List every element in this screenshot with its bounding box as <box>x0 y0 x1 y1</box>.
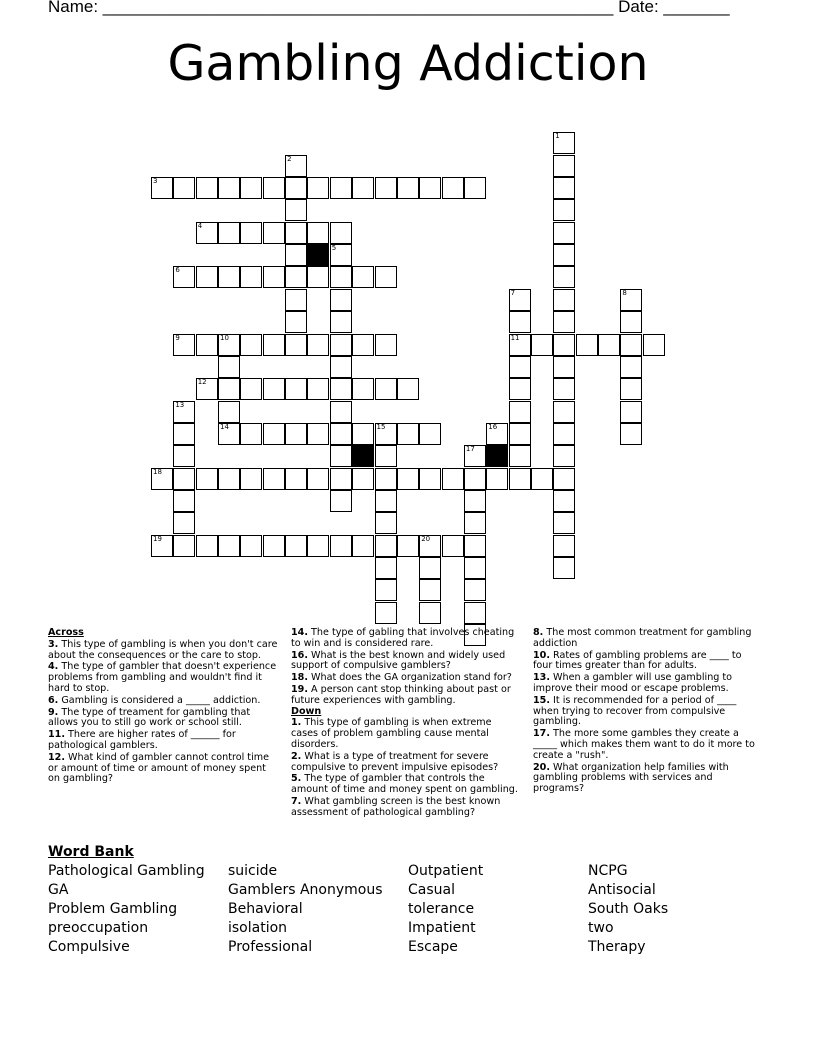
grid-cell[interactable] <box>553 512 575 534</box>
word-bank-column-2 <box>228 862 383 957</box>
grid-cell[interactable] <box>553 445 575 467</box>
grid-cell[interactable] <box>263 378 285 400</box>
grid-cell[interactable] <box>263 266 285 288</box>
grid-cell[interactable] <box>576 334 598 356</box>
grid-cell[interactable] <box>330 334 352 356</box>
word-bank-item: Behavioral <box>228 901 303 917</box>
word-bank-item: GA <box>48 882 69 898</box>
grid-cell[interactable] <box>553 401 575 423</box>
grid-cell[interactable] <box>240 423 262 445</box>
grid-cell[interactable] <box>263 177 285 199</box>
grid-cell[interactable] <box>375 602 397 624</box>
clue-number-label: 11 <box>510 333 520 342</box>
grid-cell[interactable] <box>352 535 374 557</box>
grid-cell[interactable] <box>464 468 486 490</box>
clue-down-5: 5. The type of gambler that controls the amount of time and money spent on gambling. <box>291 773 518 796</box>
clue-number-label: 12 <box>197 378 207 387</box>
clue-down-17: 17. The more some gambles they create a _____ which makes them want to do it more to create a "rush". <box>533 728 755 761</box>
clue-down-2: 2. What is a type of treatment for severe compulsive to prevent impulsive episodes? <box>291 750 499 773</box>
grid-cell[interactable] <box>240 222 262 244</box>
grid-cell[interactable] <box>553 244 575 266</box>
grid-cell[interactable] <box>307 378 329 400</box>
grid-cell[interactable] <box>509 445 531 467</box>
word-bank-item: Professional <box>228 939 313 955</box>
clue-across-4: 4. The type of gambler that doesn't experience problems from gambling and wouldn't find it hard to stop. <box>48 661 277 694</box>
grid-cell[interactable] <box>620 334 642 356</box>
word-bank-item: Antisocial <box>588 882 656 898</box>
grid-cell[interactable] <box>330 401 352 423</box>
clue-down-10: 10. Rates of gambling problems are ____ to four times greater than for adults. <box>533 649 742 672</box>
clue-down-20: 20. What organization help families with gambling problems with services and programs? <box>533 761 729 795</box>
grid-cell[interactable] <box>285 311 307 333</box>
grid-cell[interactable] <box>375 557 397 579</box>
grid-cell[interactable] <box>375 490 397 512</box>
grid-cell[interactable] <box>464 535 486 557</box>
grid-cell[interactable] <box>553 334 575 356</box>
grid-cell[interactable] <box>553 222 575 244</box>
grid-cell[interactable] <box>397 535 419 557</box>
clue-number-label: 13 <box>175 400 185 409</box>
grid-cell[interactable] <box>307 266 329 288</box>
word-bank-item: Casual <box>408 882 455 898</box>
grid-cell[interactable] <box>240 468 262 490</box>
grid-cell[interactable] <box>240 177 262 199</box>
grid-cell[interactable] <box>375 378 397 400</box>
word-bank-title: Word Bank <box>48 844 134 860</box>
word-bank-item: South Oaks <box>588 901 669 917</box>
grid-cell[interactable] <box>218 378 240 400</box>
grid-cell[interactable] <box>263 222 285 244</box>
word-bank-item: Compulsive <box>48 939 130 955</box>
grid-cell[interactable] <box>330 289 352 311</box>
grid-cell[interactable] <box>553 289 575 311</box>
grid-cell[interactable] <box>330 177 352 199</box>
grid-cell[interactable] <box>196 535 218 557</box>
grid-cell[interactable] <box>531 468 553 490</box>
grid-cell[interactable] <box>330 311 352 333</box>
grid-cell[interactable] <box>307 177 329 199</box>
clue-across-14: 14. The type of gabling that involves cheating to win and is considered rare. <box>291 627 515 649</box>
grid-cell[interactable] <box>464 512 486 534</box>
grid-cell[interactable] <box>263 468 285 490</box>
grid-cell[interactable] <box>419 602 441 624</box>
word-bank-item: Impatient <box>408 920 476 936</box>
grid-cell[interactable] <box>307 334 329 356</box>
grid-cell[interactable] <box>375 468 397 490</box>
grid-cell[interactable] <box>330 378 352 400</box>
grid-cell[interactable] <box>240 378 262 400</box>
grid-cell[interactable] <box>218 222 240 244</box>
word-bank-item: NCPG <box>588 863 628 879</box>
grid-cell[interactable] <box>263 423 285 445</box>
grid-cell[interactable] <box>307 423 329 445</box>
grid-cell[interactable] <box>218 177 240 199</box>
grid-cell[interactable] <box>419 579 441 601</box>
grid-cell[interactable] <box>620 311 642 333</box>
grid-cell[interactable] <box>330 535 352 557</box>
grid-cell[interactable] <box>352 423 374 445</box>
grid-cell[interactable] <box>553 155 575 177</box>
grid-cell[interactable] <box>352 468 374 490</box>
clue-across-19: 19. A person cant stop thinking about past or future experiences with gambling. <box>291 683 511 706</box>
grid-cell[interactable] <box>509 356 531 378</box>
word-bank-item: preoccupation <box>48 920 149 936</box>
grid-cell[interactable] <box>173 490 195 512</box>
grid-cell[interactable] <box>509 423 531 445</box>
grid-cell[interactable] <box>553 266 575 288</box>
grid-cell[interactable] <box>598 334 620 356</box>
grid-cell[interactable] <box>419 423 441 445</box>
grid-cell[interactable] <box>553 557 575 579</box>
word-bank-item: Therapy <box>588 939 646 955</box>
grid-cell[interactable] <box>464 177 486 199</box>
black-cell <box>486 445 508 467</box>
grid-cell[interactable] <box>196 266 218 288</box>
grid-cell[interactable] <box>419 177 441 199</box>
clue-number-label: 1 <box>555 132 560 141</box>
grid-cell[interactable] <box>464 602 486 624</box>
grid-cell[interactable] <box>285 266 307 288</box>
grid-cell[interactable] <box>307 535 329 557</box>
grid-cell[interactable] <box>285 289 307 311</box>
grid-cell[interactable] <box>352 334 374 356</box>
word-bank-item: isolation <box>228 920 288 936</box>
clue-number-label: 4 <box>197 221 203 230</box>
clue-across-18: 18. What does the GA organization stand for? <box>291 672 512 684</box>
grid-cell[interactable] <box>218 468 240 490</box>
word-bank-item: tolerance <box>408 901 475 917</box>
word-bank-item: Pathological Gambling <box>48 863 205 879</box>
grid-cell[interactable] <box>553 535 575 557</box>
grid-cell[interactable] <box>173 512 195 534</box>
grid-cell[interactable] <box>173 445 195 467</box>
grid-cell[interactable] <box>553 490 575 512</box>
grid-cell[interactable] <box>285 222 307 244</box>
grid-cell[interactable] <box>397 468 419 490</box>
grid-cell[interactable] <box>643 334 665 356</box>
grid-cell[interactable] <box>464 490 486 512</box>
word-bank-item: Problem Gambling <box>48 901 178 917</box>
clue-down-13: 13. When a gambler will use gambling to improve their mood or escape problems. <box>533 672 733 694</box>
grid-cell[interactable] <box>553 311 575 333</box>
grid-cell[interactable] <box>173 468 195 490</box>
grid-cell[interactable] <box>553 199 575 221</box>
clue-number-label: 3 <box>153 177 158 186</box>
clue-across-12: 12. What kind of gambler cannot control time or amount of time or amount of money spent on gambling? <box>48 751 269 785</box>
page-title: Gambling Addiction <box>167 35 649 92</box>
clues-column-2 <box>291 628 521 819</box>
clue-number-label: 2 <box>287 154 292 163</box>
grid-cell[interactable] <box>442 468 464 490</box>
grid-cell[interactable] <box>330 266 352 288</box>
grid-cell[interactable] <box>263 535 285 557</box>
grid-cell[interactable] <box>352 378 374 400</box>
clue-number-label: 6 <box>175 266 180 275</box>
grid-cell[interactable] <box>397 423 419 445</box>
word-bank-item: Outpatient <box>408 863 484 879</box>
word-bank-column-1 <box>48 862 205 957</box>
grid-cell[interactable] <box>285 468 307 490</box>
down-heading: Down <box>291 705 322 717</box>
clue-number-label: 19 <box>153 534 162 543</box>
clue-down-7: 7. What gambling screen is the best known assessment of pathological gambling? <box>291 795 501 818</box>
grid-cell[interactable] <box>285 199 307 221</box>
clue-down-15: 15. It is recommended for a period of ____ when trying to recover from compulsive gambling. <box>533 694 737 728</box>
grid-cell[interactable] <box>620 423 642 445</box>
word-bank-item: suicide <box>228 863 278 879</box>
grid-cell[interactable] <box>240 535 262 557</box>
grid-cell[interactable] <box>509 311 531 333</box>
grid-cell[interactable] <box>196 177 218 199</box>
grid-cell[interactable] <box>285 244 307 266</box>
grid-cell[interactable] <box>375 445 397 467</box>
clue-number-label: 17 <box>465 445 475 454</box>
grid-cell[interactable] <box>553 423 575 445</box>
grid-cell[interactable] <box>196 334 218 356</box>
clue-number-label: 15 <box>376 422 386 431</box>
grid-cell[interactable] <box>285 535 307 557</box>
word-bank-column-4 <box>588 862 668 957</box>
clue-number-label: 16 <box>488 422 498 431</box>
grid-cell[interactable] <box>419 468 441 490</box>
grid-cell[interactable] <box>553 468 575 490</box>
clue-number-label: 20 <box>421 534 431 543</box>
grid-cell[interactable] <box>509 401 531 423</box>
grid-cell[interactable] <box>620 401 642 423</box>
black-cell <box>307 244 329 266</box>
grid-cell[interactable] <box>173 177 195 199</box>
grid-cell[interactable] <box>397 378 419 400</box>
grid-cell[interactable] <box>240 334 262 356</box>
grid-cell[interactable] <box>464 579 486 601</box>
grid-cell[interactable] <box>330 490 352 512</box>
clue-down-1: 1. This type of gambling is when extreme cases of problem gambling cause mental disorders. <box>291 717 492 750</box>
grid-cell[interactable] <box>442 535 464 557</box>
grid-cell[interactable] <box>240 266 262 288</box>
grid-cell[interactable] <box>330 468 352 490</box>
name-date-line: Name: ______________________________________________________ Date: _______ <box>48 0 730 16</box>
grid-cell[interactable] <box>553 177 575 199</box>
grid-cell[interactable] <box>375 579 397 601</box>
clue-across-11: 11. There are higher rates of ______ for pathological gamblers. <box>48 729 236 751</box>
grid-cell[interactable] <box>419 557 441 579</box>
grid-cell[interactable] <box>218 266 240 288</box>
black-cell <box>352 445 374 467</box>
grid-cell[interactable] <box>375 334 397 356</box>
grid-cell[interactable] <box>352 177 374 199</box>
grid-cell[interactable] <box>397 177 419 199</box>
clue-down-8: 8. The most common treatment for gambling addiction <box>533 627 752 649</box>
grid-cell[interactable] <box>352 266 374 288</box>
grid-cell[interactable] <box>196 468 218 490</box>
grid-cell[interactable] <box>620 378 642 400</box>
grid-cell[interactable] <box>218 356 240 378</box>
word-bank-item: Gamblers Anonymous <box>228 882 383 898</box>
word-bank-column-3 <box>408 862 483 957</box>
clue-number-label: 9 <box>175 333 180 342</box>
grid-cell[interactable] <box>330 356 352 378</box>
grid-cell[interactable] <box>307 222 329 244</box>
across-heading: Across <box>48 627 84 638</box>
grid-cell[interactable] <box>307 468 329 490</box>
grid-cell[interactable] <box>486 468 508 490</box>
grid-cell[interactable] <box>330 423 352 445</box>
word-bank-item: two <box>588 920 614 936</box>
grid-cell[interactable] <box>375 177 397 199</box>
grid-cell[interactable] <box>330 445 352 467</box>
word-bank-item: Escape <box>408 939 458 955</box>
clue-across-16: 16. What is the best known and widely used support of compulsive gamblers? <box>291 649 506 672</box>
grid-cell[interactable] <box>442 177 464 199</box>
grid-cell[interactable] <box>173 535 195 557</box>
grid-cell[interactable] <box>285 177 307 199</box>
grid-cell[interactable] <box>553 378 575 400</box>
grid-cell[interactable] <box>285 378 307 400</box>
clue-across-3: 3. This type of gambling is when you don't care about the consequences or the care to stop. <box>48 638 278 661</box>
grid-cell[interactable] <box>553 356 575 378</box>
grid-cell[interactable] <box>464 557 486 579</box>
grid-cell[interactable] <box>375 512 397 534</box>
clue-number-label: 10 <box>220 333 229 342</box>
grid-cell[interactable] <box>509 378 531 400</box>
grid-cell[interactable] <box>330 222 352 244</box>
grid-cell[interactable] <box>375 535 397 557</box>
grid-cell[interactable] <box>531 334 553 356</box>
clue-across-9: 9. The type of treament for gambling that allows you to still go work or school still. <box>48 706 251 729</box>
clue-number-label: 18 <box>153 467 162 476</box>
grid-cell[interactable] <box>173 423 195 445</box>
grid-cell[interactable] <box>218 401 240 423</box>
clue-number-label: 7 <box>510 288 516 297</box>
grid-cell[interactable] <box>285 334 307 356</box>
clues-column-1 <box>48 628 278 785</box>
grid-cell[interactable] <box>375 266 397 288</box>
grid-cell[interactable] <box>285 423 307 445</box>
grid-cell[interactable] <box>263 334 285 356</box>
grid-cell[interactable] <box>509 468 531 490</box>
clue-number-label: 14 <box>220 422 229 431</box>
grid-cell[interactable] <box>620 356 642 378</box>
clue-across-6: 6. Gambling is considered a _____ addiction. <box>48 694 261 706</box>
clue-number-label: 8 <box>622 288 627 297</box>
clue-number-label: 5 <box>331 244 337 253</box>
grid-cell[interactable] <box>218 535 240 557</box>
clues-column-3 <box>533 628 759 795</box>
